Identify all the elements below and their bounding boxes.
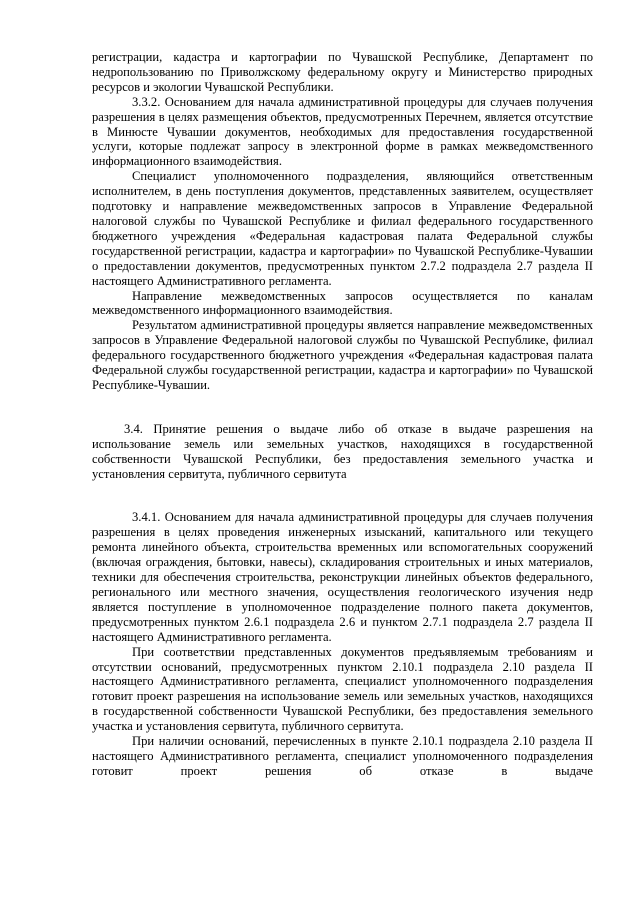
section-heading-3-4: 3.4. Принятие решения о выдаче либо об отказе в выдаче разрешения на использование земель или земельных участков, находящихся в государственной собственности Чувашской Республики, без предоставления земельного участка и установления сервитута, публичного сервитута xyxy=(92,421,593,481)
paragraph-3-3-2: 3.3.2. Основанием для начала административной процедуры для случаев получения разрешения в целях размещения объектов, предусмотренных Перечнем, является отсутствие в Минюсте Чувашии документов, необходимых для предоставления государственной услуги, которые подлежат запросу в электронной форме в рамках межведомственного информационного взаимодействия. xyxy=(92,94,593,169)
spacer xyxy=(92,481,593,510)
paragraph-continuation: регистрации, кадастра и картографии по Чувашской Республике, Департамент по недропользованию по Приволжскому федеральному округу и Министерство природных ресурсов и экологии Чувашской Республики. xyxy=(92,50,593,94)
paragraph-specialist-requests: Специалист уполномоченного подразделения, являющийся ответственным исполнителем, в день поступления документов, представленных заявителем, осуществляет подготовку и направление межведомственных запросов в Управление Федеральной налоговой службы по Чувашской Республике и филиал федерального государственного бюджетного учреждения «Федеральная кадастровая палата Федеральной службы государственной регистрации, кадастра и картографии» по Чувашской Республике-Чувашии о предоставлении документов, предусмотренных пунктом 2.7.2 подраздела 2.7 раздела II настоящего Административного регламента. xyxy=(92,169,593,288)
spacer xyxy=(92,393,593,422)
paragraph-request-channels: Направление межведомственных запросов осуществляется по каналам межведомственного информационного взаимодействия. xyxy=(92,288,593,318)
paragraph-permit-draft: При соответствии представленных документов предъявляемым требованиям и отсутствии оснований, предусмотренных пунктом 2.10.1 подраздела 2.10 раздела II настоящего Административного регламента, специалист уполномоченного подразделения готовит проект разрешения на использование земель или земельных участков, находящихся в государственной собственности Чувашской Республики, без предоставления земельного участка и установления сервитута, публичного сервитута. xyxy=(92,644,593,734)
paragraph-3-4-1: 3.4.1. Основанием для начала административной процедуры для случаев получения разрешения в целях проведения инженерных изысканий, капитального или текущего ремонта линейного объекта, строительства временных или вспомогательных сооружений (включая ограждения, бытовки, навесы), складирования строительных и иных материалов, техники для обеспечения строительства, реконструкции линейных объектов федерального, регионального или местного значения, осуществления геологического изучения недр является поступление в уполномоченное подразделение полного пакета документов, предусмотренных пунктом 2.6.1 подраздела 2.6 и пунктом 2.7.1 подраздела 2.7 раздела II настоящего Административного регламента. xyxy=(92,510,593,644)
paragraph-procedure-result: Результатом административной процедуры является направление межведомственных запросов в Управление Федеральной налоговой службы по Чувашской Республике, филиал федерального государственного бюджетного учреждения «Федеральная кадастровая палата Федеральной службы государственной регистрации, кадастра и картографии» по Чувашской Республике-Чувашии. xyxy=(92,318,593,392)
paragraph-refusal-draft: При наличии оснований, перечисленных в пункте 2.10.1 подраздела 2.10 раздела II настоящего Административного регламента, специалист уполномоченного подразделения готовит проект решения об отказе в выдаче xyxy=(92,734,593,778)
